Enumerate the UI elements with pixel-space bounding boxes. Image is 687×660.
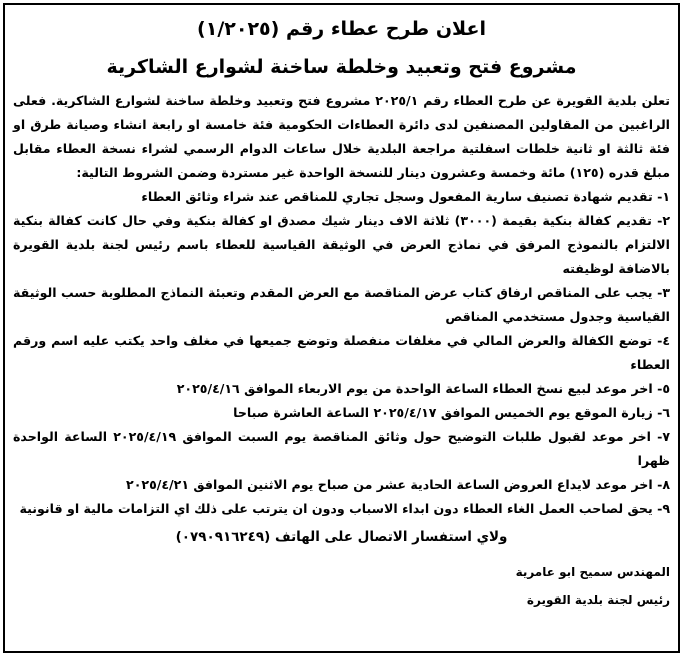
condition-item: ٨- اخر موعد لايداع العروض الساعة الحادية عشر من صباح يوم الاثنين الموافق ٢٠٢٥/٤/٢١ [126, 477, 670, 492]
condition-item: ٦- زيارة الموقع يوم الخميس الموافق ٢٠٢٥/٤/١٧ الساعة العاشرة صباحا [233, 405, 670, 420]
signatory-name: المهندس سميح ابو عامرية [515, 565, 670, 579]
signatory-role: رئيس لجنة بلدية القويرة [526, 593, 670, 607]
condition-item: ١- تقديم شهادة تصنيف سارية المفعول وسجل تجاري للمناقص عند شراء وثائق العطاء [141, 189, 670, 204]
condition-item: ٢- تقديم كفالة بنكية بقيمة (٣٠٠٠) ثلاثة الاف دينار شيك مصدق او كفالة بنكية وفي حال كانت كفالة بنكية الالتزام بالنموذج المرفق في نماذج العرض في الوثيقة القياسية للعطاء باسم رئيس لجنة بلدية القويرة بالاضافة لوظيفته [13, 213, 670, 276]
contact-phone-line: ولاي استفسار الاتصال على الهاتف (٠٧٩٠٩١٦٢٤٩) [175, 529, 508, 545]
condition-item: ٩- يحق لصاحب العمل الغاء العطاء دون ابداء الاسباب ودون ان يترتب على ذلك اي التزامات مالية او قانونية [19, 501, 670, 516]
conditions-list [13, 185, 670, 521]
condition-item: ٥- اخر موعد لبيع نسخ العطاء الساعة الواحدة من يوم الاربعاء الموافق ٢٠٢٥/٤/١٦ [176, 381, 670, 396]
intro-paragraph: تعلن بلدية القويرة عن طرح العطاء رقم ٢٠٢٥/١ مشروع فتح وتعبيد وخلطة ساخنة لشوارع الشاكرية. فعلى الراغبين من المقاولين المصنفين لدى دائرة العطاءات الحكومية فئة خامسة او رابعة انشاء وصيانة طرق او فئة ثالثة او ثانية خلطات اسفلتية مراجعة البلدية خلال ساعات الدوام الرسمي لشراء نسخة العطاء مقابل مبلغ قدره (١٢٥) مائة وخمسة وعشرون دينار للنسخة الواحدة غير مستردة وضمن الشروط التالية: [13, 93, 670, 180]
condition-item: ٣- يجب على المناقص ارفاق كتاب عرض المناقصة مع العرض المقدم وتعبئة النماذج المطلوبة حسب الوثيقة القياسية وجدول مستخدمي المناقص [13, 285, 670, 324]
project-subtitle: مشروع فتح وتعبيد وخلطة ساخنة لشوارع الشاكرية [106, 56, 577, 78]
announcement-frame [3, 3, 680, 653]
condition-item: ٧- اخر موعد لقبول طلبات التوضيح حول وثائق المناقصة يوم السبت الموافق ٢٠٢٥/٤/١٩ الساعة الواحدة ظهرا [13, 429, 670, 468]
condition-item: ٤- توضع الكفالة والعرض المالي في مغلفات منفصلة وتوضع جميعها في مغلف واحد يكتب عليه اسم ورقم العطاء [13, 333, 670, 372]
announcement-title: اعلان طرح عطاء رقم (١/٢٠٢٥) [197, 18, 486, 40]
